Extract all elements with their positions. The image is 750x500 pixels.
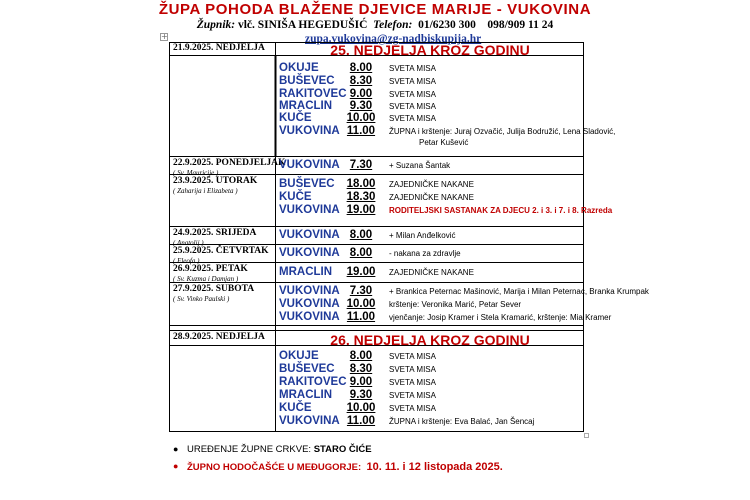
mass-time: 7.30 <box>349 159 373 171</box>
announcement-highlight: 10. 11. i 12 listopada 2025. <box>366 461 503 473</box>
mass-time: 9.00 <box>349 376 373 388</box>
pastor-label: Župnik: <box>196 19 236 31</box>
mass-note: ZAJEDNIČKE NAKANE <box>389 193 474 202</box>
mass-time: 8.30 <box>349 75 373 87</box>
mass-place: VUKOVINA <box>279 125 340 137</box>
mass-note: SVETA MISA <box>389 404 436 413</box>
weekday-saint: ( Sv. Vinko Paulski ) <box>173 295 230 303</box>
mass-time: 9.00 <box>349 88 373 100</box>
mass-time: 9.30 <box>349 389 373 401</box>
mass-note: ŽUPNA i krštenje: Eva Balać, Jan Šencaj <box>389 417 535 426</box>
mass-place: VUKOVINA <box>279 311 340 323</box>
mass-note: SVETA MISA <box>389 365 436 374</box>
mass-note: RODITELJSKI SASTANAK ZA DJECU 2. i 3. i 7. i 8. Razreda <box>389 206 613 215</box>
mass-note: + Milan Anđelković <box>389 231 456 240</box>
mass-place: KUČE <box>279 112 312 124</box>
mass-time: 11.00 <box>346 125 376 137</box>
mass-place: VUKOVINA <box>279 229 340 241</box>
parish-title: ŽUPA POHODA BLAŽENE DJEVICE MARIJE - VUKOVINA <box>158 1 592 18</box>
sunday-1-date-cell <box>173 43 265 54</box>
mass-note: SVETA MISA <box>389 114 436 123</box>
mass-time: 11.00 <box>346 415 376 427</box>
mass-time: 7.30 <box>349 285 373 297</box>
weekday-saint: ( Zaharija i Elizabeta ) <box>173 187 238 195</box>
mass-note: - nakana za zdravlje <box>389 249 461 258</box>
announcement-text: UREĐENJE ŽUPNE CRKVE: <box>187 444 312 455</box>
weekday-date-cell <box>173 284 254 303</box>
mass-time: 19.00 <box>346 266 376 278</box>
mass-note: ZAJEDNIČKE NAKANE <box>389 180 474 189</box>
weekday-date: 27.9.2025. SUBOTA <box>173 284 255 294</box>
mass-time: 8.00 <box>349 350 373 362</box>
table-resize-handle-icon[interactable] <box>584 433 589 438</box>
weekday-date-cell <box>173 246 269 265</box>
sunday-1-heading: 25. NEDJELJA KROZ GODINU <box>330 42 530 58</box>
mass-place: VUKOVINA <box>279 298 340 310</box>
phone-label: Telefon: <box>373 19 413 31</box>
announcement-highlight: STARO ČIĆE <box>313 444 372 455</box>
mass-note: ŽUPNA i krštenje: Juraj Ozvačić, Julija Bodružić, Lena Sladović, <box>389 127 616 136</box>
sunday-2-date: 28.9.2025. NEDJELJA <box>173 332 265 342</box>
announcement-text: ŽUPNO HODOČAŠĆE U MEĐUGORJE: <box>187 462 362 473</box>
weekday-saint: ( Eleofa ) <box>173 257 200 265</box>
mass-place: VUKOVINA <box>279 204 340 216</box>
weekday-date-cell <box>173 264 248 283</box>
phone-2: 098/909 11 24 <box>487 19 554 31</box>
weekday-date: 26.9.2025. PETAK <box>173 264 248 274</box>
mass-place: VUKOVINA <box>279 159 340 171</box>
mass-place: MRACLIN <box>279 266 333 278</box>
weekday-date: 22.9.2025. PONEDJELJAK <box>173 158 286 168</box>
mass-note: + Suzana Šantak <box>389 161 451 170</box>
mass-time: 10.00 <box>346 298 376 310</box>
mass-note: SVETA MISA <box>389 352 436 361</box>
mass-place: MRACLIN <box>279 100 333 112</box>
mass-time: 8.00 <box>349 247 373 259</box>
mass-place: KUČE <box>279 402 312 414</box>
mass-time: 18.30 <box>346 191 376 203</box>
weekday-date: 23.9.2025. UTORAK <box>173 176 258 186</box>
mass-note: SVETA MISA <box>389 378 436 387</box>
email-link[interactable]: zupa.vukovina@zg-nadbiskupija.hr <box>305 33 482 45</box>
mass-note: SVETA MISA <box>389 64 436 73</box>
weekday-date: 24.9.2025. SRIJEDA <box>173 228 257 238</box>
mass-time: 8.00 <box>349 62 373 74</box>
weekday-saint: ( Sv. Kuzma i Damjan ) <box>173 275 239 283</box>
mass-place: VUKOVINA <box>279 285 340 297</box>
mass-place: VUKOVINA <box>279 415 340 427</box>
mass-note: ZAJEDNIČKE NAKANE <box>389 268 474 277</box>
weekday-saint: ( Sv. Mauricije ) <box>173 169 219 177</box>
mass-time: 9.30 <box>349 100 373 112</box>
mass-time: 19.00 <box>346 204 376 216</box>
mass-note: SVETA MISA <box>389 391 436 400</box>
weekday-date-cell <box>173 176 257 195</box>
mass-time: 8.00 <box>349 229 373 241</box>
mass-time: 18.00 <box>346 178 376 190</box>
mass-place: KUČE <box>279 191 312 203</box>
mass-note: SVETA MISA <box>389 102 436 111</box>
weekday-date-cell <box>173 228 256 247</box>
mass-place: VUKOVINA <box>279 247 340 259</box>
sunday-2-heading: 26. NEDJELJA KROZ GODINU <box>330 332 530 348</box>
weekday-date: 25.9.2025. ČETVRTAK <box>173 246 269 256</box>
mass-note: vjenčanje: Josip Kramer i Stela Kramarić, krštenje: Mia Kramer <box>389 313 612 322</box>
mass-place: BUŠEVEC <box>279 178 335 190</box>
mass-time: 10.00 <box>346 112 376 124</box>
bullet-icon: ● <box>173 444 179 454</box>
mass-note: SVETA MISA <box>389 90 436 99</box>
mass-place: BUŠEVEC <box>279 75 335 87</box>
table-move-handle-icon[interactable]: + <box>161 32 168 41</box>
phone-1: 01/6230 300 <box>418 19 476 31</box>
mass-note: krštenje: Veronika Marić, Petar Sever <box>389 300 522 309</box>
mass-note: SVETA MISA <box>389 77 436 86</box>
mass-place: MRACLIN <box>279 389 333 401</box>
mass-time: 10.00 <box>346 402 376 414</box>
weekday-date-cell <box>173 158 285 177</box>
pastor-name: vlč. SINIŠA HEGEDUŠIĆ <box>237 19 368 31</box>
mass-place: RAKITOVEC <box>279 376 347 388</box>
mass-time: 8.30 <box>349 363 373 375</box>
mass-place: OKUJE <box>279 62 319 74</box>
mass-place: OKUJE <box>279 350 319 362</box>
mass-note: + Brankica Peternac Mašinović, Marija i Milan Peternac, Branka Krumpak <box>389 287 649 296</box>
mass-note-continued: Petar Kušević <box>419 138 469 147</box>
weekday-saint: ( Anatolij ) <box>173 239 204 247</box>
sunday-1-date: 21.9.2025. NEDJELJA <box>173 43 265 53</box>
bullet-icon: ● <box>173 461 179 471</box>
mass-place: BUŠEVEC <box>279 363 335 375</box>
sunday-2-date-cell <box>173 332 265 343</box>
mass-time: 11.00 <box>346 311 376 323</box>
mass-place: RAKITOVEC <box>279 88 347 100</box>
